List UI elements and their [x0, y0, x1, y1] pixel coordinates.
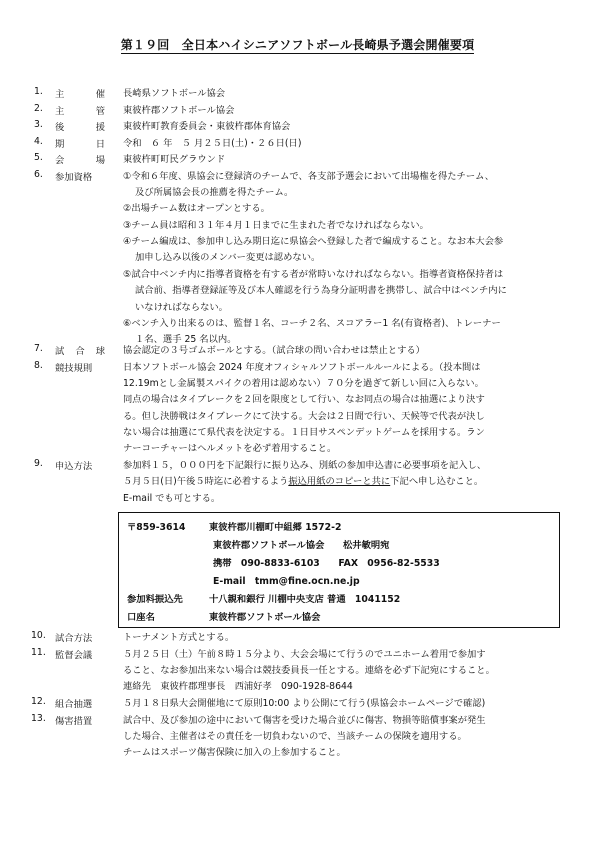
item-label: 競技規則 — [55, 362, 93, 374]
item-label: 試合方法 — [55, 633, 93, 644]
item-number: 11. — [31, 646, 46, 658]
item-label: 申込方法 — [55, 461, 93, 472]
item-number: 8. — [34, 359, 43, 371]
item-label: 会 場 — [55, 155, 105, 166]
account-name: 東彼杵郡ソフトボール協会 — [209, 612, 321, 623]
item-number: 9. — [34, 458, 43, 469]
item-number: 2. — [34, 102, 43, 114]
underlined-note: 振込用紙のコピーと共に — [288, 476, 391, 488]
contact-box — [118, 512, 560, 628]
item-label: 傷害措置 — [55, 715, 93, 727]
item-number: 10. — [31, 630, 46, 641]
item-label: 期 日 — [55, 138, 105, 150]
item-number: 13. — [31, 712, 46, 724]
item-label: 主 管 — [55, 105, 105, 117]
item-number: 5. — [34, 152, 43, 163]
item-value: 日本ソフトボール協会 2024 年度オフィシャルソフトボールルールによる。（投本間は 12.19mとし金属製スパイクの着用は認めない）７０分を過ぎて新しい回に入らない。 同点の場合はタイブレークを２回を限度として行い、なお同点の場合は抽選により決す る。但し決勝戦はタイブレークにて決する。大会は２日間で行い、天候等で代表が決し ない場合は抽選にて県代表を決定する。１日目サスペンデットゲームを採用する。ラン ナーコーチャーはヘルメットを必ず着用すること。 — [123, 361, 485, 455]
item-value: 東彼杵町教育委員会・東彼杵郡体育協会 — [123, 121, 291, 132]
item-value: 協会認定の３号ゴムボールとする。（試合球の問い合わせは禁止とする） — [123, 345, 425, 356]
item-value: 東彼杵町町民グラウンド — [123, 154, 226, 165]
item-label: 後 援 — [55, 122, 105, 133]
item-number: 1. — [34, 86, 43, 97]
postal-code: 〒859-3614 — [127, 522, 186, 533]
item-value: 参加料１５，０００円を下記銀行に振り込み、別紙の参加申込書に必要事項を記入し、 ５月５日(日)午後５時迄に必着するよう振込用紙のコピーと共に下記へ申し込むこと。 E-mail でも可とする。 — [123, 460, 487, 504]
item-label: 試 合 球 — [55, 346, 105, 357]
item-value: ５月１８日県大会開催地にて原則10:00 より公開にて行う(県協会ホームページで確認) — [123, 698, 486, 709]
contact-org: 東彼杵郡ソフトボール協会 松井敏明宛 — [213, 540, 390, 551]
item-value: 令和 ６ 年 ５ 月２５日(土)・２６日(日) — [123, 137, 302, 149]
item-value: 長崎県ソフトボール協会 — [123, 88, 226, 99]
bank-label: 参加料振込先 — [127, 594, 183, 605]
item-label: 組合抽選 — [55, 699, 93, 710]
email-address: E-mail tmm@fine.ocn.ne.jp — [213, 576, 360, 587]
item-number: 6. — [34, 168, 43, 180]
item-label: 主 催 — [55, 89, 105, 100]
item-number: 4. — [34, 135, 43, 147]
account-name-label: 口座名 — [127, 612, 155, 623]
page-title: 第１９回 全日本ハイシニアソフトボール長崎県予選会開催要項 — [120, 38, 475, 52]
item-value: ５月２５日（土）午前８時１５分より、大会会場にて行うのでユニホーム着用で参加す ること、なお参加出来ない場合は競技委員長一任とする。連絡を必ず下記宛にすること。 連絡先 東彼杵郡理事長 西浦好孝 090-1928-8644 — [123, 648, 495, 693]
item-label: 参加資格 — [55, 171, 93, 183]
item-number: 3. — [34, 119, 43, 130]
address: 東彼杵郡川棚町中組郷 1572-2 — [209, 522, 342, 533]
item-label: 監督会議 — [55, 649, 93, 661]
phone-fax: 携帯 090-8833-6103 FAX 0956-82-5533 — [213, 558, 440, 569]
item-number: 7. — [34, 343, 43, 354]
item-number: 12. — [31, 696, 46, 707]
item-value: ①令和６年度、県協会に登録済のチームで、各支部予選会において出場権を得たチーム、 及び所属協会長の推薦を得たチーム。 ②出場チーム数はオープンとする。 ③チーム員は昭和３１年４月１日までに生まれた者でなければならない。 ④チーム編成は、参加申し込み期日迄に県協会へ登録した者で編成すること。なお本大会参 加申し込み以後のメンバー変更は認めない。 ⑤試合中ベンチ内に指導者資格を有する者が常時いなければならない。指導者資格保持者は 試合前、指導者登録証等及び本人確認を行う為身分証明書を携帯し、試合中はベンチ内に いなければならない。 ⑥ベンチ入り出来るのは、監督１名、コーチ２名、スコアラー1 名(有資格者)、トレーナー １名、選手 25 名以内。 — [123, 170, 507, 346]
item-value: トーナメント方式とする。 — [123, 632, 235, 643]
item-value: 試合中、及び参加の途中において傷害を受けた場合並びに傷害、物損等賠償事案が発生 した場合、主催者はその責任を一切負わないので、当該チームの保険を適用する。 チームはスポーツ傷害保険に加入の上参加すること。 — [123, 714, 486, 759]
bank-account: 十八親和銀行 川棚中央支店 普通 1041152 — [209, 594, 401, 605]
item-value: 東彼杵郡ソフトボール協会 — [123, 104, 235, 116]
